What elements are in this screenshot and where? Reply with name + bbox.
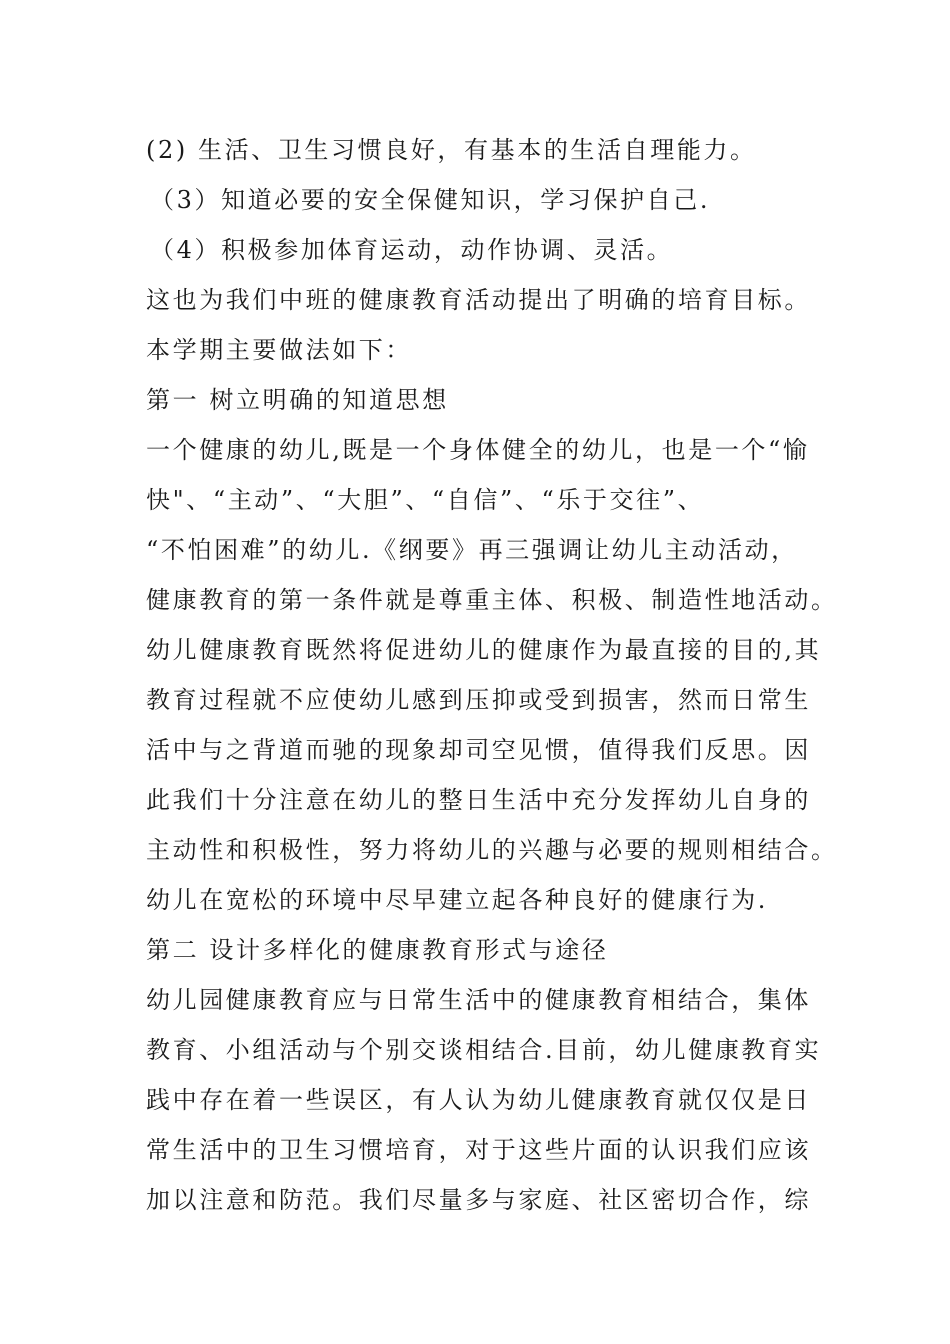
paragraph-line: 健康教育的第一条件就是尊重主体、积极、制造性地活动。 xyxy=(146,586,838,614)
paragraph-line: 幼儿在宽松的环境中尽早建立起各种良好的健康行为. xyxy=(146,886,769,914)
paragraph-line: 常生活中的卫生习惯培育，对于这些片面的认识我们应该 xyxy=(146,1136,811,1164)
paragraph-line: 教育过程就不应使幼儿感到压抑或受到损害，然而日常生 xyxy=(146,686,811,714)
paragraph-line: 主动性和积极性，努力将幼儿的兴趣与必要的规则相结合。 xyxy=(146,836,838,864)
paragraph-line: 幼儿健康教育既然将促进幼儿的健康作为最直接的目的,其 xyxy=(146,636,822,664)
paragraph-line: “不怕困难”的幼儿.《纲要》再三强调让幼儿主动活动， xyxy=(146,536,798,564)
list-item-2: (2) 生活、卫生习惯良好，有基本的生活自理能力。 xyxy=(146,136,757,164)
section-heading-1: 第一 树立明确的知道思想 xyxy=(146,386,449,414)
paragraph-line: 践中存在着一些误区，有人认为幼儿健康教育就仅仅是日 xyxy=(146,1086,811,1114)
paragraph-line: 教育、小组活动与个别交谈相结合.目前，幼儿健康教育实 xyxy=(146,1036,822,1064)
paragraph-line: 一个健康的幼儿,既是一个身体健全的幼儿，也是一个“愉 xyxy=(146,436,810,464)
paragraph-line: 这也为我们中班的健康教育活动提出了明确的培育目标。 xyxy=(146,286,811,314)
list-item-4: （4）积极参加体育运动，动作协调、灵活。 xyxy=(150,236,674,264)
paragraph-line: 活中与之背道而驰的现象却司空见惯，值得我们反思。因 xyxy=(146,736,811,764)
paragraph-line: 加以注意和防范。我们尽量多与家庭、社区密切合作，综 xyxy=(146,1186,811,1214)
list-item-3: （3）知道必要的安全保健知识，学习保护自己. xyxy=(150,186,711,214)
paragraph-line: 此我们十分注意在幼儿的整日生活中充分发挥幼儿自身的 xyxy=(146,786,811,814)
paragraph-line: 本学期主要做法如下： xyxy=(146,336,412,364)
paragraph-line: 幼儿园健康教育应与日常生活中的健康教育相结合，集体 xyxy=(146,986,811,1014)
section-heading-2: 第二 设计多样化的健康教育形式与途径 xyxy=(146,936,609,964)
paragraph-line: 快"、“主动”、“大胆”、“自信”、“乐于交往”、 xyxy=(146,486,705,514)
